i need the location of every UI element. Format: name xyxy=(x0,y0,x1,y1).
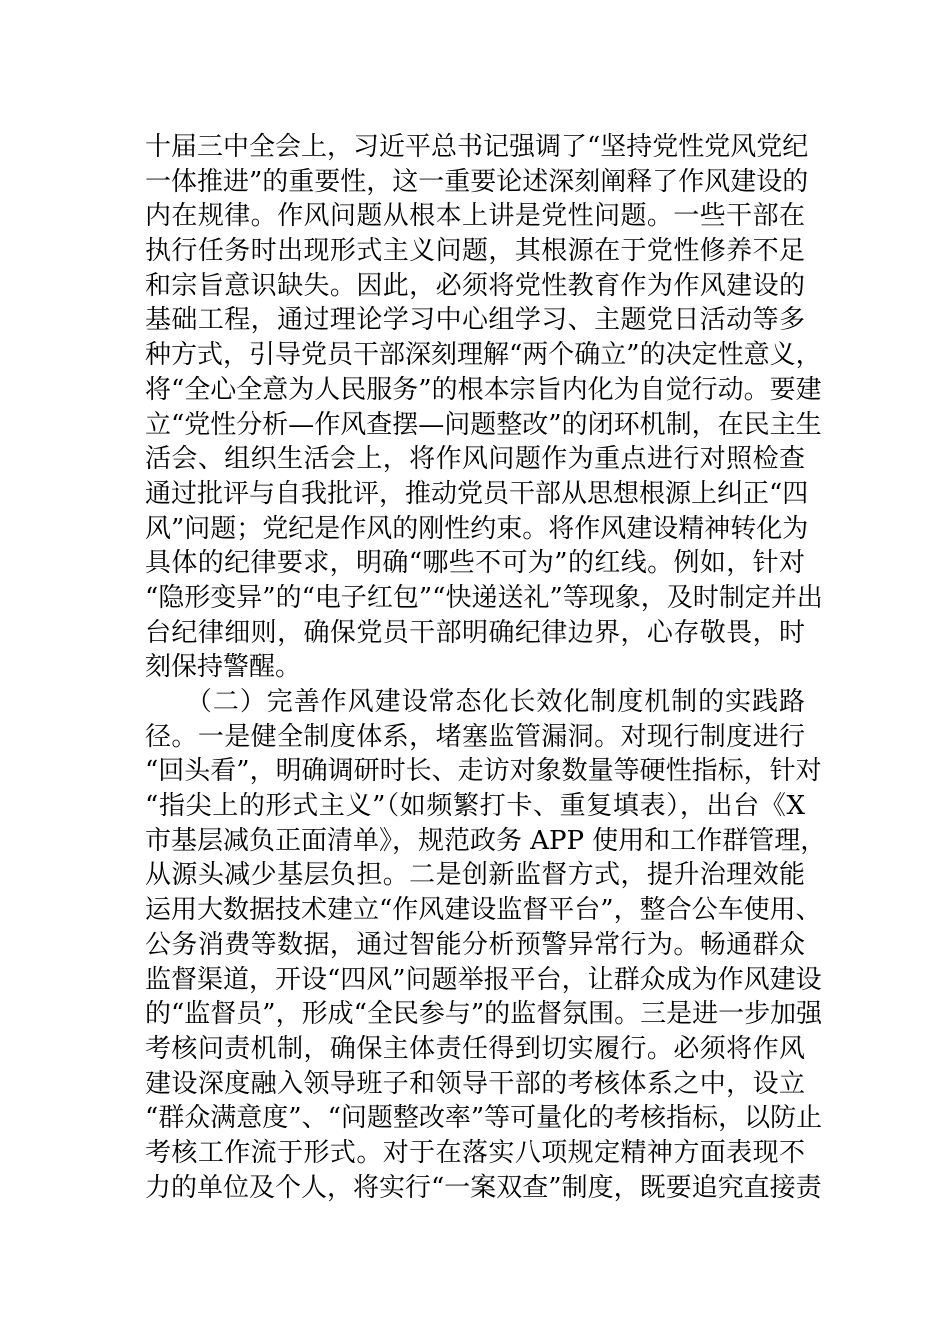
text-line: 建设深度融入领导班子和领导干部的考核体系之中，设立 xyxy=(145,1068,805,1099)
text-line: 通过批评与自我批评，推动党员干部从思想根源上纠正“四 xyxy=(145,478,809,509)
text-line: 将“全心全意为人民服务”的根本宗旨内化为自觉行动。要建 xyxy=(145,374,822,405)
text-line: “回头看”，明确调研时长、走访对象数量等硬性指标，针对 xyxy=(145,756,822,787)
body-text xyxy=(145,130,835,1205)
text-line: 监督渠道，开设“四风”问题举报平台，让群众成为作风建设 xyxy=(145,964,822,995)
text-line: 考核工作流于形式。对于在落实八项规定精神方面表现不 xyxy=(145,1137,805,1168)
text-line: 活会、组织生活会上，将作风问题作为重点进行对照检查 xyxy=(145,444,805,475)
text-line: 径。一是健全制度体系，堵塞监管漏洞。对现行制度进行 xyxy=(145,721,805,752)
text-line: 十届三中全会上，习近平总书记强调了“坚持党性党风党纪 xyxy=(145,132,809,162)
text-line: “指尖上的形式主义”（如频繁打卡、重复填表），出台《X xyxy=(145,791,805,822)
text-line: 立“党性分析—作风查摆—问题整改”的闭环机制，在民主生 xyxy=(145,409,822,440)
text-line: 种方式，引导党员干部深刻理解“两个确立”的决定性意义， xyxy=(145,340,822,371)
text-line: 一体推进”的重要性，这一重要论述深刻阐释了作风建设的 xyxy=(145,166,809,197)
text-line: 刻保持警醒。 xyxy=(145,652,302,683)
text-line: （二）完善作风建设常态化长效化制度机制的实践路 xyxy=(145,687,805,717)
text-line: 和宗旨意识缺失。因此，必须将党性教育作为作风建设的 xyxy=(145,270,805,301)
text-line: 基础工程，通过理论学习中心组学习、主题党日活动等多 xyxy=(145,305,805,336)
text-line: 风”问题；党纪是作风的刚性约束。将作风建设精神转化为 xyxy=(145,513,809,544)
text-line: 考核问责机制，确保主体责任得到切实履行。必须将作风 xyxy=(145,1033,805,1064)
text-line: 具体的纪律要求，明确“哪些不可为”的红线。例如，针对 xyxy=(145,548,805,579)
text-line: 执行任务时出现形式主义问题，其根源在于党性修养不足 xyxy=(145,236,805,267)
text-line: 从源头减少基层负担。二是创新监督方式，提升治理效能 xyxy=(145,860,805,891)
text-line: “隐形变异”的“电子红包”“快递送礼”等现象，及时制定并出 xyxy=(145,582,823,613)
text-line: 公务消费等数据，通过智能分析预警异常行为。畅通群众 xyxy=(145,929,805,960)
text-line: 力的单位及个人，将实行“一案双查”制度，既要追究直接责 xyxy=(145,1172,822,1203)
text-line: 的“监督员”，形成“全民参与”的监督氛围。三是进一步加强 xyxy=(145,999,823,1030)
text-line: 市基层减负正面清单》，规范政务 APP 使用和工作群管理， xyxy=(145,825,827,856)
text-line: “群众满意度”、“问题整改率”等可量化的考核指标，以防止 xyxy=(145,1103,823,1134)
text-line: 运用大数据技术建立“作风建设监督平台”，整合公车使用、 xyxy=(145,895,822,926)
text-line: 台纪律细则，确保党员干部明确纪律边界，心存敬畏，时 xyxy=(145,617,805,648)
text-line: 内在规律。作风问题从根本上讲是党性问题。一些干部在 xyxy=(145,201,805,232)
